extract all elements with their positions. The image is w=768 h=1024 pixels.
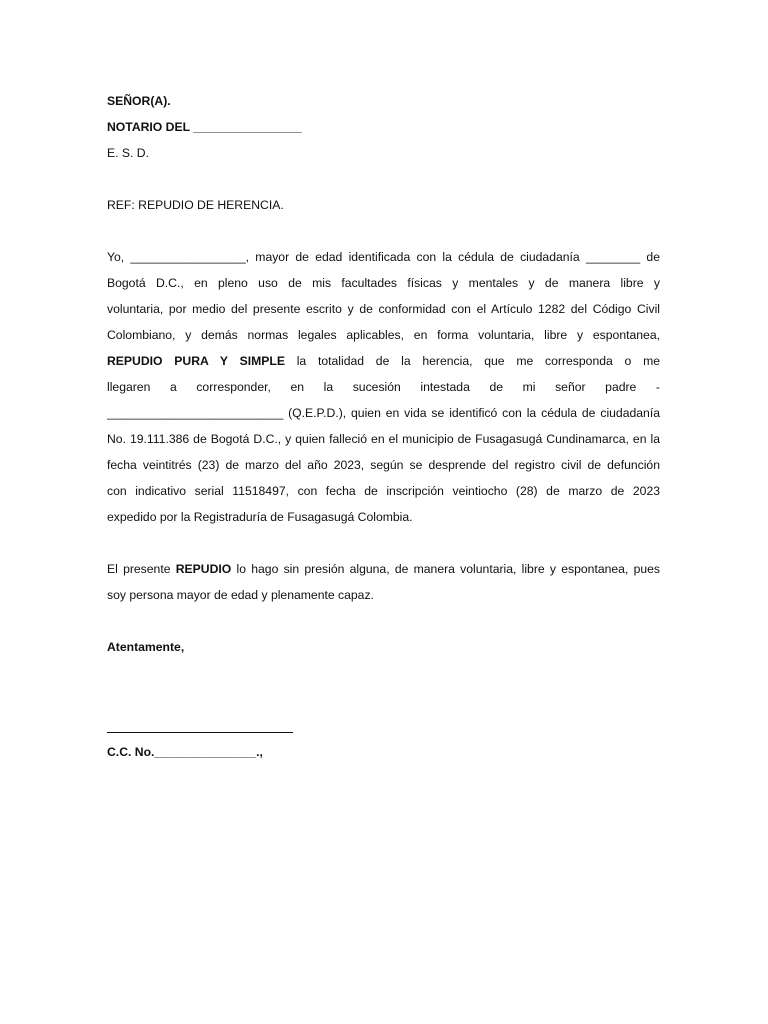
second-paragraph	[107, 556, 660, 608]
paragraph-line: voluntaria, por medio del presente escrito y de conformidad con el Artículo 1282 del Código Civil	[107, 302, 660, 316]
paragraph-text: la totalidad de la herencia, que me corresponda o me	[284, 354, 660, 368]
paragraph-line: __________________________ (Q.E.P.D.), quien en vida se identificó con la cédula de ciudadanía	[107, 406, 660, 420]
paragraph-line: con indicativo serial 11518497, con fecha de inscripción veintiocho (28) de marzo de 2023	[107, 484, 660, 498]
paragraph-line: soy persona mayor de edad y plenamente capaz.	[107, 588, 374, 602]
salutation: SEÑOR(A).	[107, 94, 171, 108]
cc-number-line: C.C. No._______________.,	[107, 745, 263, 759]
signature-line	[107, 712, 293, 733]
paragraph-line: No. 19.111.386 de Bogotá D.C., y quien falleció en el municipio de Fusagasugá Cundinamarca, en la	[107, 432, 660, 446]
paragraph-line: Bogotá D.C., en pleno uso de mis facultades físicas y mentales y de manera libre y	[107, 276, 660, 290]
main-paragraph	[107, 244, 660, 530]
esd-line: E. S. D.	[107, 146, 149, 160]
paragraph-line: expedido por la Registraduría de Fusagasugá Colombia.	[107, 510, 413, 524]
closing-regards: Atentamente,	[107, 640, 185, 654]
repudio-word: REPUDIO	[175, 562, 232, 576]
reference-line: REF: REPUDIO DE HERENCIA.	[107, 198, 284, 212]
paragraph-text: El presente	[107, 562, 176, 576]
paragraph-line: llegaren a corresponder, en la sucesión intestada de mi señor padre -	[107, 380, 660, 394]
paragraph-line	[107, 556, 660, 582]
paragraph-line	[107, 348, 660, 374]
paragraph-line: Colombiano, y demás normas legales aplicables, en forma voluntaria, libre y espontanea,	[107, 328, 660, 342]
paragraph-text: lo hago sin presión alguna, de manera voluntaria, libre y espontanea, pues	[231, 562, 660, 576]
paragraph-line: fecha veintitrés (23) de marzo del año 2023, según se desprende del registro civil de defunción	[107, 458, 660, 472]
document-page	[107, 88, 660, 765]
repudio-pura-simple: REPUDIO PURA Y SIMPLE	[107, 354, 285, 368]
notary-line: NOTARIO DEL ________________	[107, 120, 302, 134]
paragraph-line: Yo, _________________, mayor de edad identificada con la cédula de ciudadanía ________ de	[107, 250, 660, 264]
